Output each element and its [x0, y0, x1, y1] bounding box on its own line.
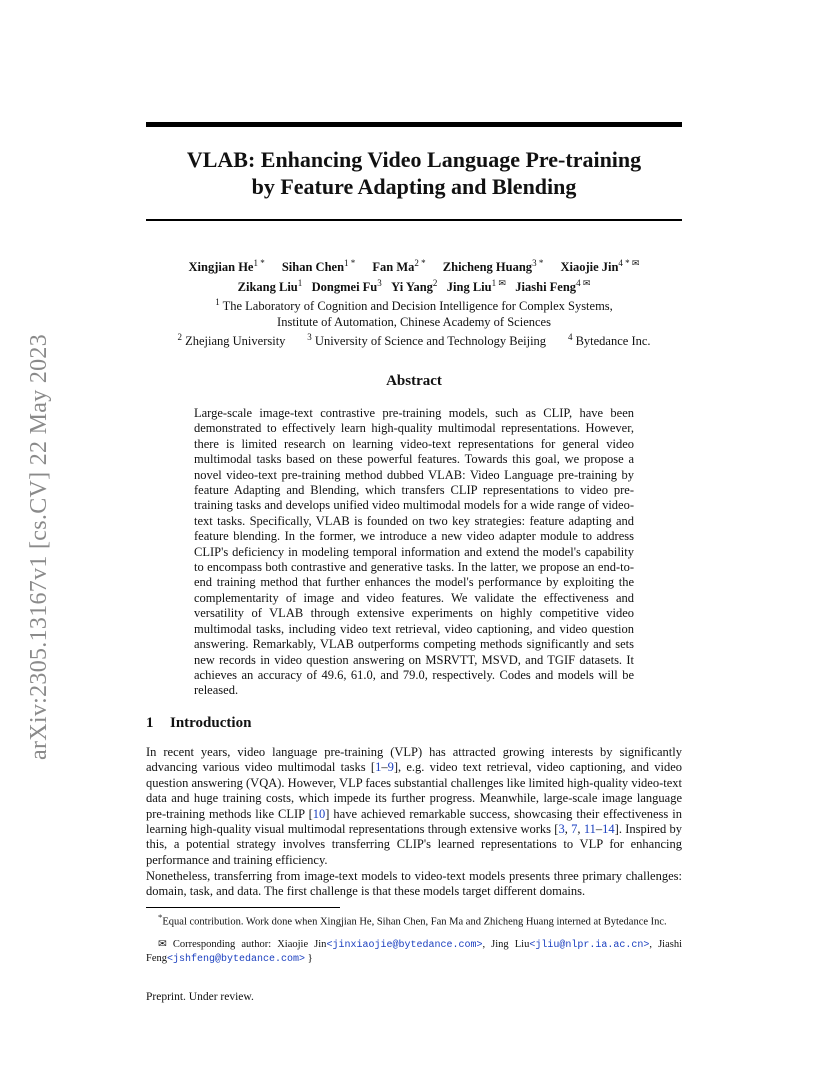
author-sup: 1 *	[253, 258, 265, 268]
author-sup: 4 ✉	[576, 277, 591, 288]
author-name: Xingjian He	[188, 260, 254, 275]
affil-sup: 4	[567, 332, 573, 343]
text-run: ] have achieved remarkable success, showcasing their effectiveness in learning high-quality visual multimodal representations through extensive works [	[146, 806, 682, 837]
affil-text: The Laboratory of Cognition and Decision Intelligence for Complex Systems,	[222, 299, 613, 314]
citation-link[interactable]: 7	[571, 822, 578, 837]
author-sup: 2	[432, 277, 438, 288]
author-name: Yi Yang	[391, 279, 433, 294]
citation-link[interactable]: 3	[558, 822, 565, 837]
section-title: Introduction	[170, 715, 252, 731]
citation-link[interactable]: 14	[602, 822, 615, 837]
preprint-note: Preprint. Under review.	[146, 991, 254, 1003]
affiliation-line-3	[146, 330, 682, 350]
author-name: Zhicheng Huang	[442, 260, 533, 275]
author-name: Jing Liu	[446, 279, 492, 294]
author-name: Jiashi Feng	[515, 279, 577, 294]
affiliation-1	[146, 295, 682, 315]
footnote-text: Corresponding author: Xiaojie Jin	[172, 939, 327, 950]
citation-link[interactable]: 10	[312, 806, 326, 821]
citation-link[interactable]: 11	[583, 822, 596, 837]
email-link[interactable]: <jinxiaojie@bytedance.com>	[326, 940, 483, 951]
author-name: Dongmei Fu	[311, 279, 378, 294]
footnote-mark: *	[158, 912, 163, 922]
text-run: –	[595, 822, 603, 837]
affil-sup: 1	[215, 297, 220, 308]
author-sup: 3 *	[532, 258, 544, 268]
affil-text: Zhejiang University	[185, 334, 286, 349]
authors-line-2	[146, 276, 682, 296]
section-heading	[146, 715, 251, 732]
author-block	[146, 256, 682, 350]
title-line-2: by Feature Adapting and Blending	[251, 174, 577, 199]
footnote-text: Equal contribution. Work done when Xingjian He, Sihan Chen, Fan Ma and Zhicheng Huang interned at Bytedance Inc.	[162, 916, 667, 928]
author-sup: 3	[377, 277, 382, 288]
footnote-text: }	[305, 953, 313, 964]
text-run: ,	[564, 822, 572, 837]
affil-text: University of Science and Technology Beijing	[314, 334, 547, 349]
affiliation-1b: Institute of Automation, Chinese Academy of Sciences	[277, 314, 551, 329]
affil-sup: 2	[177, 332, 182, 343]
paper-title	[146, 146, 682, 200]
author-name: Zikang Liu	[237, 279, 298, 294]
text-run: In recent years, video language pre-training (VLP) has attracted growing interests by significantly advancing various video multimodal tasks [	[146, 745, 682, 775]
affil-text: Bytedance Inc.	[575, 334, 651, 349]
intro-paragraph-2: Nonetheless, transferring from image-text models to video-text models presents three primary challenges: domain, task, and data. The first challenge is that these models target different domains.	[146, 869, 682, 899]
arxiv-id: arXiv:2305.13167v1 [cs.CV] 22 May 2023	[26, 333, 52, 760]
author-sup: 1 ✉	[491, 277, 506, 288]
email-link[interactable]: <jliu@nlpr.ia.ac.cn>	[529, 940, 650, 951]
author-sup: 1	[297, 277, 303, 288]
text-run: ], e.g. video text retrieval, video captioning, and video question answering (VQA). However, VLP faces substantial challenges like limited high-quality video-text data and huge training costs, which impede its further progress. Meanwhile, large-scale image language pre-training methods like CLIP [	[146, 760, 683, 821]
text-run: ]. Inspired by this, a potential strategy involves transferring CLIP's learned representations to VLP for enhancing performance and training efficiency.	[146, 822, 683, 867]
abstract-text: Large-scale image-text contrastive pre-training models, such as CLIP, have been demonstrated to effectively learn high-quality multimodal representations. However, there is limited research on learning video-text representations for general video multimodal tasks based on these powerful features. Towards this goal, we propose a novel video-text pre-training method dubbed VLAB: Video Language pre-training by feature Adapting and Blending, which transfers CLIP representations to video pre-training tasks and develops unified video multimodal models for a wide range of video-text tasks. Specifically, VLAB is founded on two key strategies: feature adapting and feature blending. In the former, we introduce a new video adapter module to address CLIP's deficiency in modeling temporal information and extend the model's capability to encompass both contrastive and generative tasks. In the latter, we propose an end-to-end training method that further enhances the model's performance by exploiting the complementarity of image and video features. We validate the effectiveness and versatility of VLAB through extensive experiments on highly competitive video multimodal tasks, including video text retrieval, video captioning, and video question answering. Remarkably, VLAB outperforms competing methods significantly and sets new records in video question answering on MSRVTT, MSVD, and TGIF datasets. It achieves an accuracy of 49.6, 61.0, and 79.0, respectively. Codes and models will be released.	[194, 406, 634, 698]
author-sup: 2 *	[414, 258, 426, 268]
footnote-rule	[146, 907, 340, 908]
author-name: Xiaojie Jin	[560, 260, 619, 275]
author-sup: 4 * ✉	[618, 258, 640, 268]
intro-paragraph-1	[146, 745, 682, 868]
author-sup: 1 *	[344, 258, 356, 268]
title-line-1: VLAB: Enhancing Video Language Pre-training	[186, 147, 642, 172]
author-name: Fan Ma	[372, 260, 415, 275]
affil-sup: 3	[307, 332, 312, 343]
authors-line-1	[146, 256, 682, 276]
footnote-text: , Jing Liu	[482, 939, 530, 950]
footnote-2	[146, 938, 682, 966]
abstract-heading: Abstract	[386, 373, 442, 389]
text-run: –	[381, 760, 388, 775]
citation-link[interactable]: 9	[387, 760, 394, 775]
email-link[interactable]: <jshfeng@bytedance.com>	[167, 954, 306, 965]
title-bottom-rule	[146, 219, 682, 221]
citation-link[interactable]: 1	[375, 760, 382, 775]
arxiv-watermark	[20, 280, 56, 760]
envelope-icon: ✉	[158, 939, 167, 950]
author-name: Sihan Chen	[281, 260, 345, 275]
text-run: ,	[577, 822, 584, 837]
section-number: 1	[146, 715, 154, 731]
footnote-text: , Jiashi Feng	[146, 939, 682, 964]
footnote-1	[146, 911, 682, 929]
title-top-rule	[146, 122, 682, 127]
